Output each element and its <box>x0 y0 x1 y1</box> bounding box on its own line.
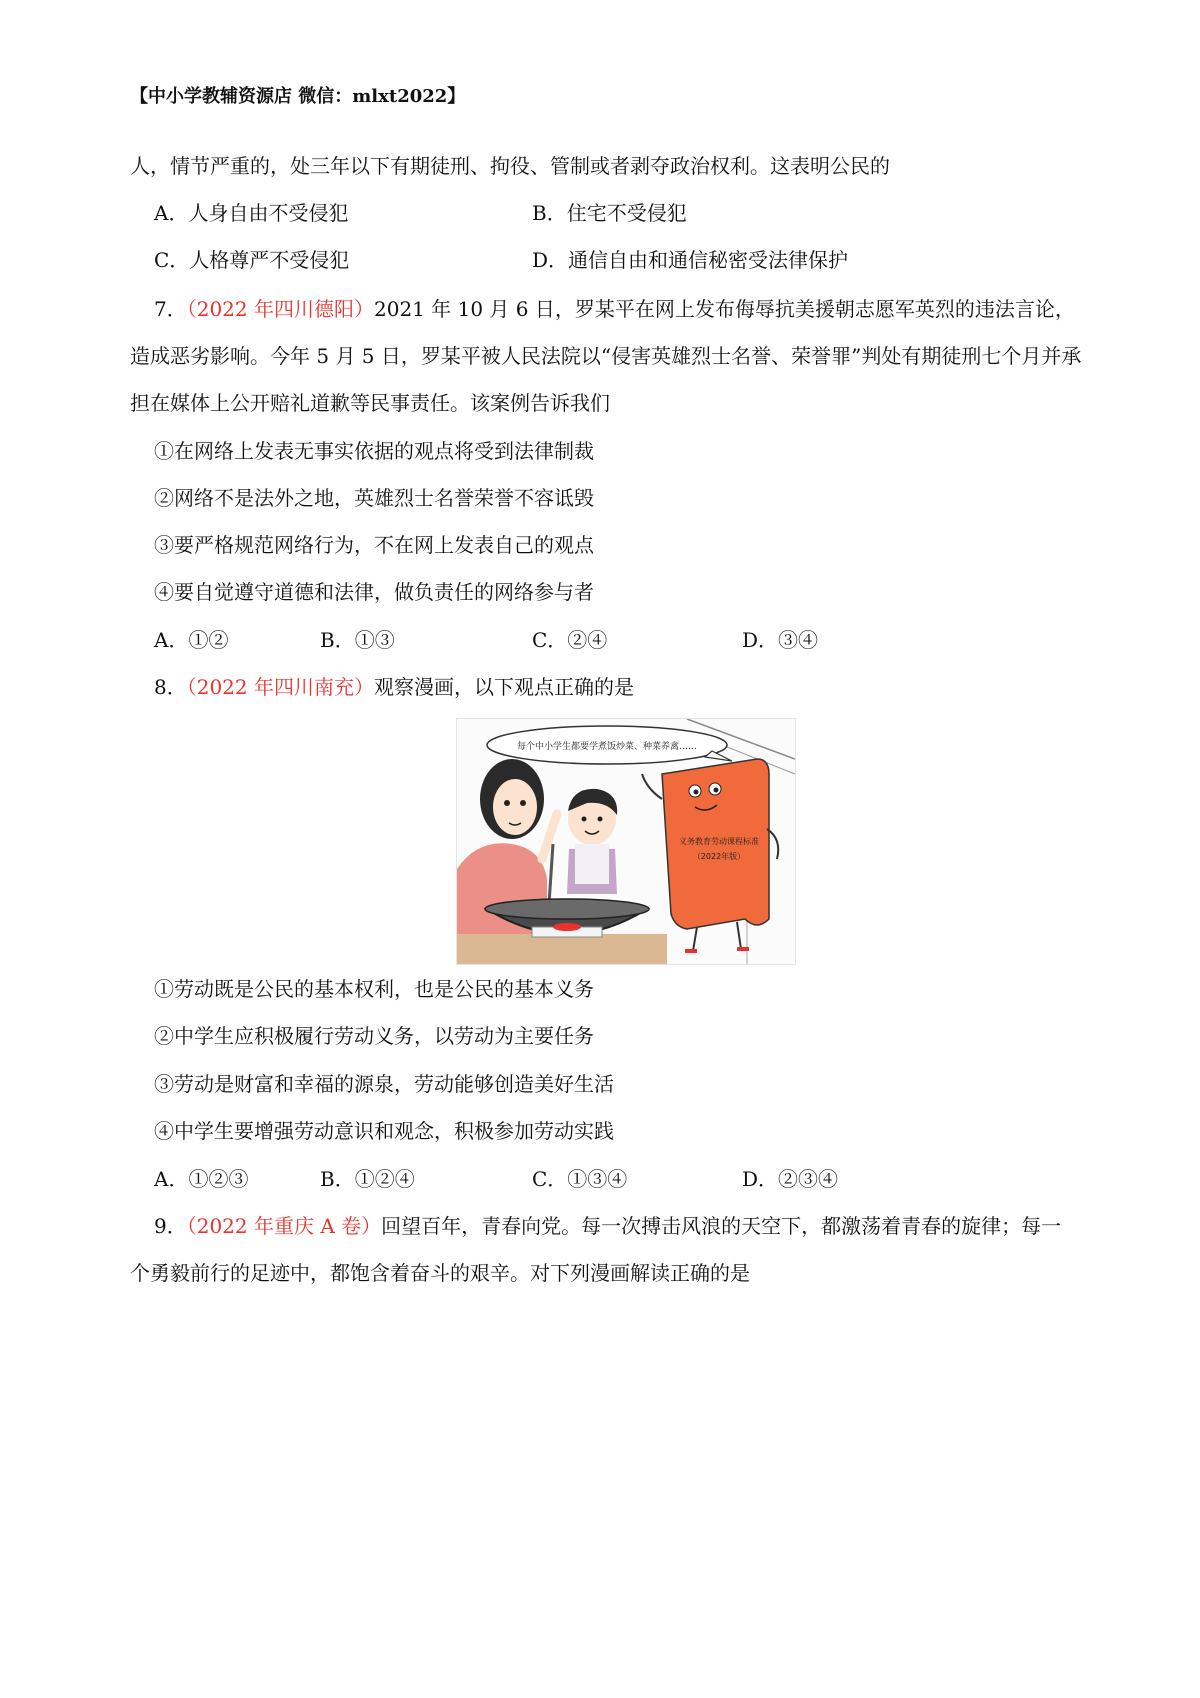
q7-item-3: ③要严格规范网络行为，不在网上发表自己的观点 <box>154 533 594 557</box>
q8-number: 8． <box>154 675 187 699</box>
cartoon-scroll-year: （2022年版） <box>692 852 746 861</box>
q7-option-d: D．③④ <box>742 628 819 652</box>
q7-stem-line1 <box>154 295 1075 323</box>
q6-continuation: 人，情节严重的，处三年以下有期徒刑、拘役、管制或者剥夺政治权利。这表明公民的 <box>130 154 890 178</box>
q8-source: （2022 年四川南充） <box>186 675 374 699</box>
q8-item-2: ②中学生应积极履行劳动义务，以劳动为主要任务 <box>154 1024 594 1048</box>
q7-source: （2022 年四川德阳） <box>186 297 374 321</box>
labor-cartoon <box>456 718 796 965</box>
q8-option-c: C．①③④ <box>532 1167 628 1191</box>
cartoon-bubble-text: 每个中小学生都要学煮饭炒菜、种菜养禽…… <box>516 742 698 752</box>
q8-option-b: B．①②④ <box>320 1167 415 1191</box>
q7-text-line1: 2021 年 10 月 6 日，罗某平在网上发布侮辱抗美援朝志愿军英烈的违法言论， <box>374 297 1075 321</box>
q7-option-b: B．①③ <box>320 628 395 652</box>
q9-text-line1: 回望百年，青春向党。每一次搏击风浪的天空下，都激荡着青春的旋律；每一 <box>381 1214 1062 1238</box>
q7-stem-line2: 造成恶劣影响。今年 5 月 5 日，罗某平被人民法院以“侵害英雄烈士名誉、荣誉罪”判处有期徒刑七个月并承 <box>130 344 1082 368</box>
q7-option-c: C．②④ <box>532 628 608 652</box>
watermark-header: 【中小学教辅资源店 微信：mlxt2022】 <box>130 86 466 107</box>
q6-option-b: B．住宅不受侵犯 <box>532 201 687 225</box>
q6-option-a: A．人身自由不受侵犯 <box>154 201 349 225</box>
q8-item-4: ④中学生要增强劳动意识和观念，积极参加劳动实践 <box>154 1119 614 1143</box>
q7-item-2: ②网络不是法外之地，英雄烈士名誉荣誉不容诋毁 <box>154 486 594 510</box>
q9-source: （2022 年重庆 A 卷） <box>186 1214 382 1238</box>
q7-number: 7． <box>154 297 187 321</box>
q6-option-c: C．人格尊严不受侵犯 <box>154 248 350 272</box>
q7-item-4: ④要自觉遵守道德和法律，做负责任的网络参与者 <box>154 580 594 604</box>
q8-item-3: ③劳动是财富和幸福的源泉，劳动能够创造美好生活 <box>154 1072 614 1096</box>
q9-stem-line1 <box>154 1212 1061 1240</box>
q7-stem-line3: 担在媒体上公开赔礼道歉等民事责任。该案例告诉我们 <box>130 391 610 415</box>
q8-stem <box>154 673 634 701</box>
q9-number: 9． <box>154 1214 187 1238</box>
q8-option-a: A．①②③ <box>154 1167 249 1191</box>
q6-option-d: D．通信自由和通信秘密受法律保护 <box>532 248 849 272</box>
q9-stem-line2: 个勇毅前行的足迹中，都饱含着奋斗的艰辛。对下列漫画解读正确的是 <box>130 1261 750 1285</box>
q7-item-1: ①在网络上发表无事实依据的观点将受到法律制裁 <box>154 439 594 463</box>
cartoon-scroll-title: 义务教育劳动课程标准 <box>679 837 759 846</box>
q8-item-1: ①劳动既是公民的基本权利，也是公民的基本义务 <box>154 977 594 1001</box>
q7-option-a: A．①② <box>154 628 229 652</box>
q8-option-d: D．②③④ <box>742 1167 839 1191</box>
q8-stem-text: 观察漫画，以下观点正确的是 <box>374 675 634 699</box>
